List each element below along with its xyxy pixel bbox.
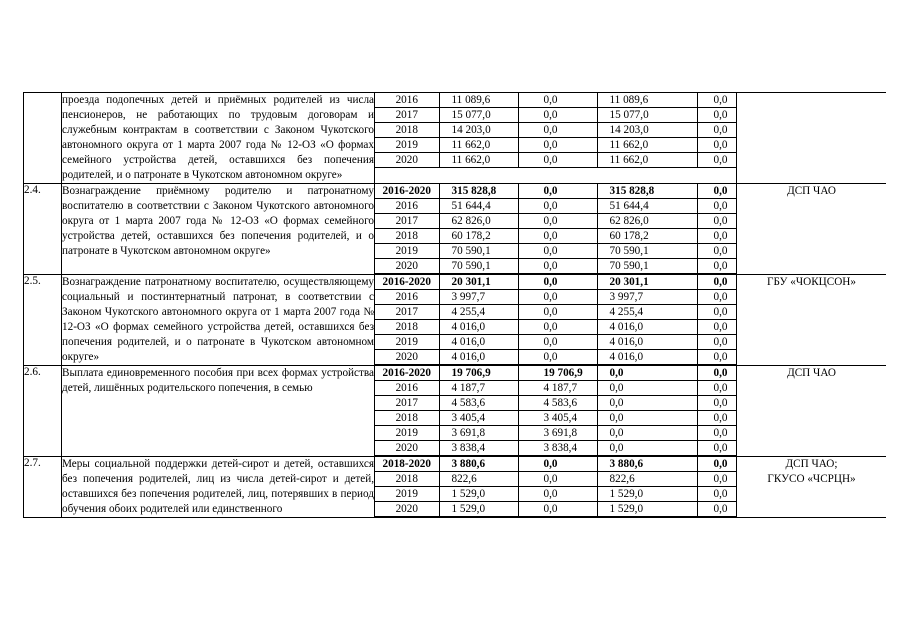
regional-budget-cell: 11 662,0 [597, 138, 697, 153]
year-cell: 2016-2020 [375, 275, 439, 290]
funding-cell [375, 366, 737, 457]
other-source-cell: 0,0 [697, 335, 737, 350]
other-source-cell: 0,0 [697, 244, 737, 259]
regional-budget-cell: 0,0 [597, 411, 697, 426]
year-cell: 2018-2020 [375, 457, 439, 472]
year-row [375, 108, 737, 123]
federal-budget-cell: 0,0 [518, 93, 597, 108]
regional-budget-cell: 4 016,0 [597, 320, 697, 335]
federal-budget-cell: 0,0 [518, 472, 597, 487]
year-cell: 2020 [375, 441, 439, 456]
item-number: 2.5. [24, 275, 62, 366]
year-cell: 2017 [375, 108, 439, 123]
table-row [24, 93, 887, 184]
item-description: Вознаграждение приёмному родителю и патронатному воспитателю в соответствии с Законом Чукотского автономного округа от 1 марта 2007 года № 12-ОЗ «О формах семейного устройства детей, оставшихся без попечения родителей, и о патронате в Чукотском автономном округе» [62, 184, 375, 275]
other-source-cell: 0,0 [697, 411, 737, 426]
regional-budget-cell: 15 077,0 [597, 108, 697, 123]
other-source-cell: 0,0 [697, 138, 737, 153]
responsible-executor: ГБУ «ЧОКЦСОН» [737, 275, 887, 366]
year-cell: 2016-2020 [375, 366, 439, 381]
year-row [375, 457, 737, 472]
item-number [24, 93, 62, 184]
federal-budget-cell: 0,0 [518, 259, 597, 274]
year-cell: 2020 [375, 153, 439, 168]
regional-budget-cell: 822,6 [597, 472, 697, 487]
year-cell: 2020 [375, 259, 439, 274]
federal-budget-cell: 0,0 [518, 320, 597, 335]
federal-budget-cell: 0,0 [518, 153, 597, 168]
year-row [375, 184, 737, 199]
federal-budget-cell: 0,0 [518, 214, 597, 229]
item-description: Вознаграждение патронатному воспитателю, осуществляющему социальный и постинтернатный патронат, в соответствии с Законом Чукотского автономного округа от 1 марта 2007 года № 12-ОЗ «О формах семейного устройства детей, оставшихся без попечения родителей, и о патронате в Чукотском автономном округе» [62, 275, 375, 366]
other-source-cell: 0,0 [697, 457, 737, 472]
year-row [375, 396, 737, 411]
regional-budget-cell: 70 590,1 [597, 259, 697, 274]
year-row [375, 411, 737, 426]
federal-budget-cell: 0,0 [518, 305, 597, 320]
year-cell: 2018 [375, 123, 439, 138]
year-cell: 2016 [375, 93, 439, 108]
federal-budget-cell: 0,0 [518, 502, 597, 517]
total-cell: 19 706,9 [439, 366, 518, 381]
year-row [375, 199, 737, 214]
responsible-executor: ДСП ЧАО [737, 184, 887, 275]
other-source-cell: 0,0 [697, 290, 737, 305]
federal-budget-cell: 0,0 [518, 244, 597, 259]
other-source-cell: 0,0 [697, 259, 737, 274]
other-source-cell: 0,0 [697, 381, 737, 396]
document-page [23, 92, 886, 600]
other-source-cell: 0,0 [697, 396, 737, 411]
other-source-cell: 0,0 [697, 184, 737, 199]
year-row [375, 320, 737, 335]
federal-budget-cell: 0,0 [518, 229, 597, 244]
regional-budget-cell: 20 301,1 [597, 275, 697, 290]
total-cell: 11 089,6 [439, 93, 518, 108]
regional-budget-cell: 60 178,2 [597, 229, 697, 244]
regional-budget-cell: 1 529,0 [597, 502, 697, 517]
year-cell: 2019 [375, 487, 439, 502]
year-row [375, 214, 737, 229]
federal-budget-cell: 4 187,7 [518, 381, 597, 396]
other-source-cell: 0,0 [697, 93, 737, 108]
regional-budget-cell: 0,0 [597, 441, 697, 456]
total-cell: 3 691,8 [439, 426, 518, 441]
funding-by-year-table [375, 184, 737, 274]
item-description: Выплата единовременного пособия при всех формах устройства детей, лишённых родительского попечения, в семью [62, 366, 375, 457]
year-row [375, 244, 737, 259]
federal-budget-cell: 0,0 [518, 487, 597, 502]
federal-budget-cell: 0,0 [518, 138, 597, 153]
other-source-cell: 0,0 [697, 502, 737, 517]
item-number: 2.7. [24, 457, 62, 518]
funding-cell [375, 184, 737, 275]
year-row [375, 275, 737, 290]
regional-budget-cell: 1 529,0 [597, 487, 697, 502]
year-cell: 2017 [375, 214, 439, 229]
regional-budget-cell: 0,0 [597, 426, 697, 441]
other-source-cell: 0,0 [697, 229, 737, 244]
other-source-cell: 0,0 [697, 441, 737, 456]
regional-budget-cell: 3 997,7 [597, 290, 697, 305]
funding-by-year-table [375, 93, 737, 168]
regional-budget-cell: 14 203,0 [597, 123, 697, 138]
funding-by-year-table [375, 275, 737, 365]
responsible-executor: ДСП ЧАО; ГКУСО «ЧСРЦН» [737, 457, 887, 518]
federal-budget-cell: 0,0 [518, 350, 597, 365]
total-cell: 3 405,4 [439, 411, 518, 426]
table-row [24, 184, 887, 275]
regional-budget-cell: 62 826,0 [597, 214, 697, 229]
other-source-cell: 0,0 [697, 487, 737, 502]
year-row [375, 502, 737, 517]
other-source-cell: 0,0 [697, 320, 737, 335]
total-cell: 315 828,8 [439, 184, 518, 199]
year-row [375, 472, 737, 487]
regional-budget-cell: 11 662,0 [597, 153, 697, 168]
funding-cell [375, 457, 737, 518]
total-cell: 3 838,4 [439, 441, 518, 456]
other-source-cell: 0,0 [697, 199, 737, 214]
total-cell: 3 997,7 [439, 290, 518, 305]
other-source-cell: 0,0 [697, 214, 737, 229]
total-cell: 20 301,1 [439, 275, 518, 290]
year-cell: 2016 [375, 381, 439, 396]
federal-budget-cell: 19 706,9 [518, 366, 597, 381]
funding-cell [375, 93, 737, 184]
other-source-cell: 0,0 [697, 275, 737, 290]
federal-budget-cell: 0,0 [518, 108, 597, 123]
table-row [24, 366, 887, 457]
federal-budget-cell: 0,0 [518, 457, 597, 472]
item-description: проезда подопечных детей и приёмных родителей из числа пенсионеров, не работающих по трудовым договорам и служебным контрактам в соответствии с Законом Чукотского автономного округа от 1 марта 2007 года № 12-ОЗ «О формах семейного устройства детей, оставшихся без попечения родителей, и о патронате в Чукотском автономном округе» [62, 93, 375, 184]
year-row [375, 259, 737, 274]
year-cell: 2018 [375, 411, 439, 426]
year-row [375, 426, 737, 441]
total-cell: 822,6 [439, 472, 518, 487]
year-cell: 2019 [375, 335, 439, 350]
year-row [375, 381, 737, 396]
item-description: Меры социальной поддержки детей-сирот и детей, оставшихся без попечения родителей, лиц из числа детей-сирот и детей, оставшихся без попечения родителей, лиц, потерявших в период обучения обоих родителей или единственного [62, 457, 375, 518]
year-cell: 2017 [375, 305, 439, 320]
year-cell: 2018 [375, 229, 439, 244]
other-source-cell: 0,0 [697, 472, 737, 487]
regional-budget-cell: 11 089,6 [597, 93, 697, 108]
year-row [375, 305, 737, 320]
year-cell: 2016 [375, 290, 439, 305]
year-row [375, 366, 737, 381]
table-row [24, 275, 887, 366]
year-cell: 2016-2020 [375, 184, 439, 199]
year-row [375, 290, 737, 305]
federal-budget-cell: 0,0 [518, 184, 597, 199]
item-number: 2.6. [24, 366, 62, 457]
regional-budget-cell: 70 590,1 [597, 244, 697, 259]
federal-budget-cell: 3 691,8 [518, 426, 597, 441]
total-cell: 70 590,1 [439, 259, 518, 274]
other-source-cell: 0,0 [697, 366, 737, 381]
total-cell: 70 590,1 [439, 244, 518, 259]
year-row [375, 93, 737, 108]
year-row [375, 350, 737, 365]
regional-budget-cell: 0,0 [597, 381, 697, 396]
funding-cell [375, 275, 737, 366]
regional-budget-cell: 4 016,0 [597, 335, 697, 350]
other-source-cell: 0,0 [697, 305, 737, 320]
other-source-cell: 0,0 [697, 123, 737, 138]
regional-budget-cell: 4 255,4 [597, 305, 697, 320]
federal-budget-cell: 4 583,6 [518, 396, 597, 411]
program-table [23, 92, 886, 518]
total-cell: 4 583,6 [439, 396, 518, 411]
funding-by-year-table [375, 366, 737, 456]
federal-budget-cell: 3 405,4 [518, 411, 597, 426]
regional-budget-cell: 3 880,6 [597, 457, 697, 472]
federal-budget-cell: 0,0 [518, 290, 597, 305]
regional-budget-cell: 4 016,0 [597, 350, 697, 365]
year-cell: 2017 [375, 396, 439, 411]
federal-budget-cell: 0,0 [518, 199, 597, 214]
year-cell: 2018 [375, 320, 439, 335]
year-cell: 2019 [375, 138, 439, 153]
total-cell: 1 529,0 [439, 502, 518, 517]
total-cell: 11 662,0 [439, 138, 518, 153]
other-source-cell: 0,0 [697, 350, 737, 365]
year-row [375, 123, 737, 138]
year-row [375, 153, 737, 168]
total-cell: 1 529,0 [439, 487, 518, 502]
total-cell: 4 016,0 [439, 335, 518, 350]
table-row [24, 457, 887, 518]
responsible-executor: ДСП ЧАО [737, 366, 887, 457]
total-cell: 60 178,2 [439, 229, 518, 244]
total-cell: 11 662,0 [439, 153, 518, 168]
year-cell: 2020 [375, 502, 439, 517]
responsible-executor [737, 93, 887, 184]
federal-budget-cell: 3 838,4 [518, 441, 597, 456]
total-cell: 4 016,0 [439, 320, 518, 335]
year-cell: 2018 [375, 472, 439, 487]
total-cell: 3 880,6 [439, 457, 518, 472]
year-cell: 2016 [375, 199, 439, 214]
other-source-cell: 0,0 [697, 426, 737, 441]
other-source-cell: 0,0 [697, 153, 737, 168]
federal-budget-cell: 0,0 [518, 123, 597, 138]
year-cell: 2019 [375, 244, 439, 259]
total-cell: 4 016,0 [439, 350, 518, 365]
year-row [375, 138, 737, 153]
federal-budget-cell: 0,0 [518, 275, 597, 290]
year-cell: 2019 [375, 426, 439, 441]
year-row [375, 335, 737, 350]
funding-by-year-table [375, 457, 737, 517]
total-cell: 4 187,7 [439, 381, 518, 396]
other-source-cell: 0,0 [697, 108, 737, 123]
total-cell: 15 077,0 [439, 108, 518, 123]
regional-budget-cell: 51 644,4 [597, 199, 697, 214]
total-cell: 4 255,4 [439, 305, 518, 320]
regional-budget-cell: 0,0 [597, 366, 697, 381]
regional-budget-cell: 315 828,8 [597, 184, 697, 199]
federal-budget-cell: 0,0 [518, 335, 597, 350]
year-row [375, 229, 737, 244]
total-cell: 14 203,0 [439, 123, 518, 138]
year-cell: 2020 [375, 350, 439, 365]
item-number: 2.4. [24, 184, 62, 275]
year-row [375, 441, 737, 456]
total-cell: 51 644,4 [439, 199, 518, 214]
regional-budget-cell: 0,0 [597, 396, 697, 411]
year-row [375, 487, 737, 502]
total-cell: 62 826,0 [439, 214, 518, 229]
